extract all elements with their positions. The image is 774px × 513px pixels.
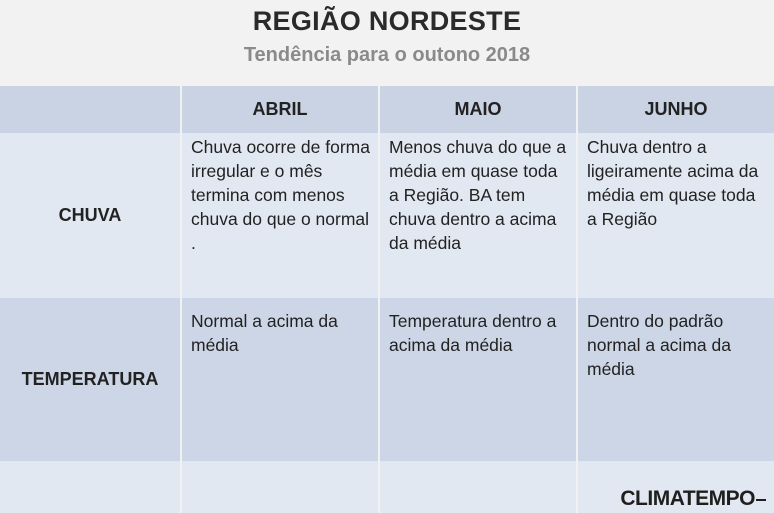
table-row-temperatura — [0, 298, 774, 461]
logo-mark-icon — [756, 499, 766, 501]
cell-temperatura-maio — [379, 298, 577, 461]
cell-text: Menos chuva do que a média em quase toda a Região. BA tem chuva dentro a acima da média — [389, 137, 567, 253]
cell-chuva-abril — [181, 133, 379, 298]
column-header-junho: JUNHO — [644, 99, 708, 119]
column-header-abril: ABRIL — [181, 86, 379, 133]
page-title: REGIÃO NORDESTE — [252, 6, 522, 36]
cell-chuva-junho — [577, 133, 774, 298]
column-header-maio: MAIO — [379, 86, 577, 133]
cell-text: Normal a acima da média — [191, 311, 338, 355]
spacer-cell — [379, 461, 577, 513]
row-label-chuva: CHUVA — [0, 133, 181, 298]
cell-temperatura-junho — [577, 298, 774, 461]
climatempo-logo — [620, 487, 766, 511]
table-row-chuva — [0, 133, 774, 298]
table-header-row — [0, 86, 774, 133]
cell-text: Chuva ocorre de forma irregular e o mês termina com menos chuva do que o normal . — [191, 137, 370, 253]
forecast-table — [0, 86, 774, 513]
spacer-cell — [0, 461, 181, 513]
row-label-temperatura: TEMPERATURA — [0, 298, 181, 461]
page-subtitle: Tendência para o outono 2018 — [243, 44, 531, 66]
cell-temperatura-abril — [181, 298, 379, 461]
cell-text: Chuva dentro a ligeiramente acima da média em quase toda a Região — [587, 137, 759, 229]
cell-text: Dentro do padrão normal a acima da média — [587, 311, 731, 379]
logo-text: CLIMATEMPO — [620, 487, 755, 510]
cell-text: Temperatura dentro a acima da média — [389, 311, 557, 355]
spacer-cell — [181, 461, 379, 513]
header-corner-cell — [0, 86, 181, 133]
cell-chuva-maio — [379, 133, 577, 298]
header — [0, 0, 774, 86]
